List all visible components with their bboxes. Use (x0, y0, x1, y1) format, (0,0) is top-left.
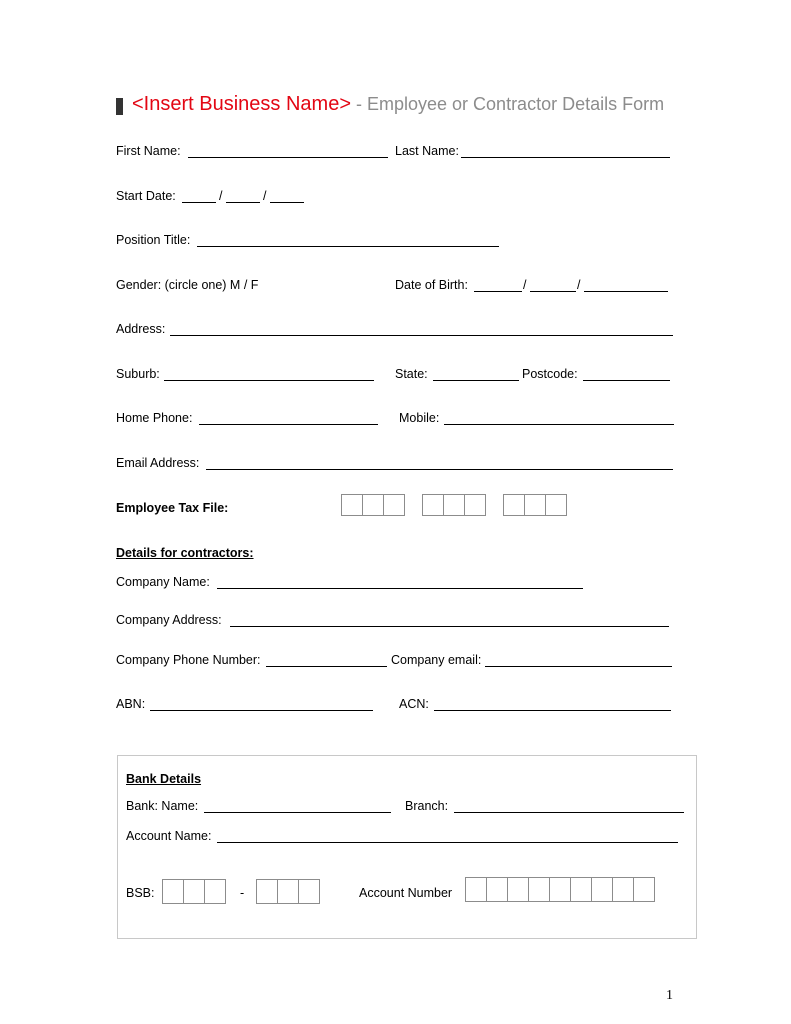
start-date-label: Start Date: (116, 189, 176, 203)
tax-file-label: Employee Tax File: (116, 501, 229, 515)
tax-file-box[interactable] (341, 494, 363, 516)
date-separator: / (219, 189, 223, 203)
bsb-box[interactable] (162, 879, 184, 904)
state-field[interactable] (433, 380, 519, 381)
account-name-label: Account Name: (126, 829, 212, 843)
gender-label[interactable]: Gender: (circle one) M / F (116, 278, 259, 292)
tax-file-group-2[interactable] (422, 494, 485, 516)
address-field[interactable] (170, 335, 673, 336)
dob-day-field[interactable] (474, 291, 522, 292)
company-address-field[interactable] (230, 626, 669, 627)
account-number-box[interactable] (465, 877, 487, 902)
abn-field[interactable] (150, 710, 373, 711)
contractors-heading: Details for contractors: (116, 546, 254, 560)
bank-details-heading: Bank Details (126, 772, 202, 786)
company-address-label: Company Address: (116, 613, 222, 627)
company-phone-field[interactable] (266, 666, 387, 667)
state-label: State: (395, 367, 428, 381)
dob-month-field[interactable] (530, 291, 576, 292)
tax-file-box[interactable] (464, 494, 486, 516)
home-phone-field[interactable] (199, 424, 378, 425)
account-number-box[interactable] (549, 877, 571, 902)
company-name-field[interactable] (217, 588, 583, 589)
first-name-field[interactable] (188, 157, 388, 158)
account-number-box[interactable] (591, 877, 613, 902)
date-separator: / (577, 278, 581, 292)
position-title-label: Position Title: (116, 233, 191, 247)
tax-file-box[interactable] (524, 494, 546, 516)
tax-file-box[interactable] (503, 494, 525, 516)
tax-file-group-1[interactable] (341, 494, 404, 516)
bank-details-panel (117, 755, 697, 939)
date-separator: / (263, 189, 267, 203)
title-marker (116, 98, 123, 115)
start-date-month-field[interactable] (226, 202, 260, 203)
bank-name-label: Bank: Name: (126, 799, 199, 813)
email-field[interactable] (206, 469, 673, 470)
dob-label: Date of Birth: (395, 278, 468, 292)
postcode-field[interactable] (583, 380, 670, 381)
bsb-box[interactable] (256, 879, 278, 904)
bsb-box[interactable] (298, 879, 320, 904)
abn-label: ABN: (116, 697, 146, 711)
tax-file-box[interactable] (422, 494, 444, 516)
tax-file-box[interactable] (362, 494, 384, 516)
date-separator: / (523, 278, 527, 292)
last-name-field[interactable] (461, 157, 670, 158)
company-email-field[interactable] (485, 666, 672, 667)
account-number-box[interactable] (612, 877, 634, 902)
postcode-label: Postcode: (522, 367, 578, 381)
suburb-field[interactable] (164, 380, 374, 381)
bsb-box[interactable] (204, 879, 226, 904)
last-name-label: Last Name: (395, 144, 459, 158)
start-date-day-field[interactable] (182, 202, 216, 203)
branch-label: Branch: (405, 799, 449, 813)
account-number-box[interactable] (570, 877, 592, 902)
form-title: - Employee or Contractor Details Form (351, 94, 665, 114)
mobile-field[interactable] (444, 424, 674, 425)
page-title (132, 92, 664, 116)
account-number-box[interactable] (486, 877, 508, 902)
account-number-box[interactable] (507, 877, 529, 902)
address-label: Address: (116, 322, 166, 336)
position-title-field[interactable] (197, 246, 499, 247)
tax-file-box[interactable] (383, 494, 405, 516)
acn-label: ACN: (399, 697, 429, 711)
bank-name-field[interactable] (204, 812, 391, 813)
bsb-group-2[interactable] (256, 879, 319, 904)
first-name-label: First Name: (116, 144, 181, 158)
account-number-label: Account Number (359, 886, 453, 900)
start-date-year-field[interactable] (270, 202, 304, 203)
account-number-boxes[interactable] (465, 877, 654, 902)
bsb-dash: - (240, 886, 245, 900)
account-number-box[interactable] (633, 877, 655, 902)
tax-file-box[interactable] (545, 494, 567, 516)
bsb-group-1[interactable] (162, 879, 225, 904)
bsb-label: BSB: (126, 886, 155, 900)
dob-year-field[interactable] (584, 291, 668, 292)
mobile-label: Mobile: (399, 411, 440, 425)
acn-field[interactable] (434, 710, 671, 711)
suburb-label: Suburb: (116, 367, 160, 381)
company-phone-label: Company Phone Number: (116, 653, 261, 667)
company-name-label: Company Name: (116, 575, 210, 589)
home-phone-label: Home Phone: (116, 411, 193, 425)
tax-file-box[interactable] (443, 494, 465, 516)
bsb-box[interactable] (183, 879, 205, 904)
bsb-box[interactable] (277, 879, 299, 904)
business-name-placeholder: <Insert Business Name> (132, 93, 351, 115)
tax-file-group-3[interactable] (503, 494, 566, 516)
email-label: Email Address: (116, 456, 200, 470)
page-number: 1 (666, 988, 673, 1003)
company-email-label: Company email: (391, 653, 482, 667)
account-name-field[interactable] (217, 842, 678, 843)
account-number-box[interactable] (528, 877, 550, 902)
branch-field[interactable] (454, 812, 684, 813)
